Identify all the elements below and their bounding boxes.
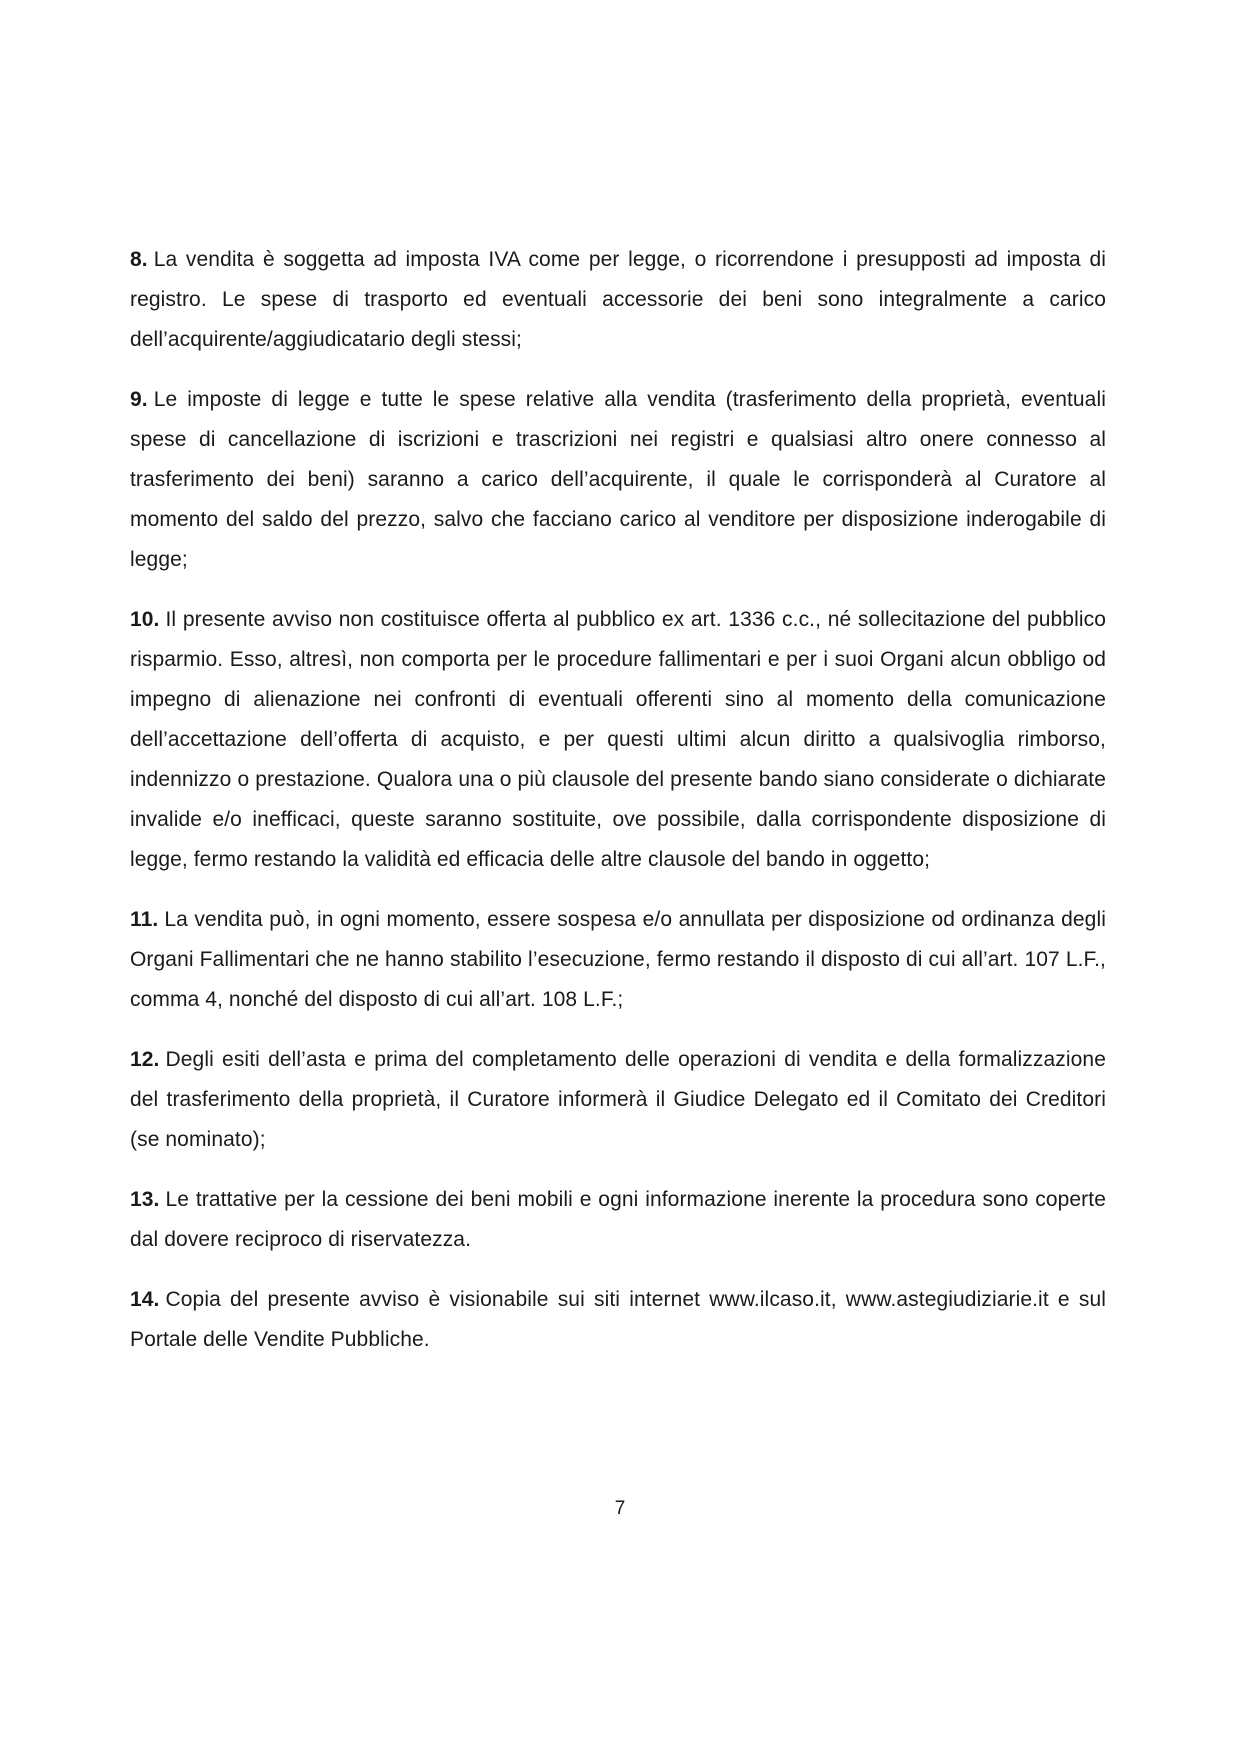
clause-text: Le imposte di legge e tutte le spese relative alla vendita (trasferimento della proprietà, eventuali spese di cancellazione di iscrizioni e trascrizioni nei registri e qualsiasi altro onere connesso al trasferimento dei beni) saranno a carico dell’acquirente, il quale le corrisponderà al Curatore al momento del saldo del prezzo, salvo che facciano carico al venditore per disposizione inderogabile di legge;: [130, 388, 1106, 571]
clause-number: 11.: [130, 908, 159, 931]
clause-text: La vendita può, in ogni momento, essere sospesa e/o annullata per disposizione od ordinanza degli Organi Fallimentari che ne hanno stabilito l’esecuzione, fermo restando il disposto di cui all’art. 107 L.F., comma 4, nonché del disposto di cui all’art. 108 L.F.;: [130, 908, 1106, 1011]
clause-14: [130, 1280, 1106, 1360]
clause-10: [130, 600, 1106, 880]
clause-number: 9.: [130, 388, 148, 411]
clause-text: La vendita è soggetta ad imposta IVA come per legge, o ricorrendone i presupposti ad imposta di registro. Le spese di trasporto ed eventuali accessorie dei beni sono integralmente a carico dell’acquirente/aggiudicatario degli stessi;: [130, 248, 1106, 351]
clause-number: 14.: [130, 1288, 160, 1311]
clause-11: [130, 900, 1106, 1020]
page-number: 7: [614, 1498, 626, 1519]
clause-text: Degli esiti dell’asta e prima del completamento delle operazioni di vendita e della formalizzazione del trasferimento della proprietà, il Curatore informerà il Giudice Delegato ed il Comitato dei Creditori (se nominato);: [130, 1048, 1106, 1151]
clause-8: [130, 240, 1106, 360]
clause-13: [130, 1180, 1106, 1260]
clause-number: 8.: [130, 248, 148, 271]
clause-number: 12.: [130, 1048, 160, 1071]
clause-number: 10.: [130, 608, 160, 631]
clause-9: [130, 380, 1106, 580]
document-body: [130, 240, 1106, 1380]
clause-text: Il presente avviso non costituisce offerta al pubblico ex art. 1336 c.c., né sollecitazione del pubblico risparmio. Esso, altresì, non comporta per le procedure fallimentari e per i suoi Organi alcun obbligo od impegno di alienazione nei confronti di eventuali offerenti sino al momento della comunicazione dell’accettazione dell’offerta di acquisto, e per questi ultimi alcun diritto a qualsivoglia rimborso, indennizzo o prestazione. Qualora una o più clausole del presente bando siano considerate o dichiarate invalide e/o inefficaci, queste saranno sostituite, ove possibile, dalla corrispondente disposizione di legge, fermo restando la validità ed efficacia delle altre clausole del bando in oggetto;: [130, 608, 1106, 871]
clause-text: Le trattative per la cessione dei beni mobili e ogni informazione inerente la procedura sono coperte dal dovere reciproco di riservatezza.: [130, 1188, 1106, 1251]
clause-number: 13.: [130, 1188, 160, 1211]
clause-12: [130, 1040, 1106, 1160]
clause-text: Copia del presente avviso è visionabile sui siti internet www.ilcaso.it, www.astegiudiziarie.it e sul Portale delle Vendite Pubbliche.: [130, 1288, 1106, 1351]
